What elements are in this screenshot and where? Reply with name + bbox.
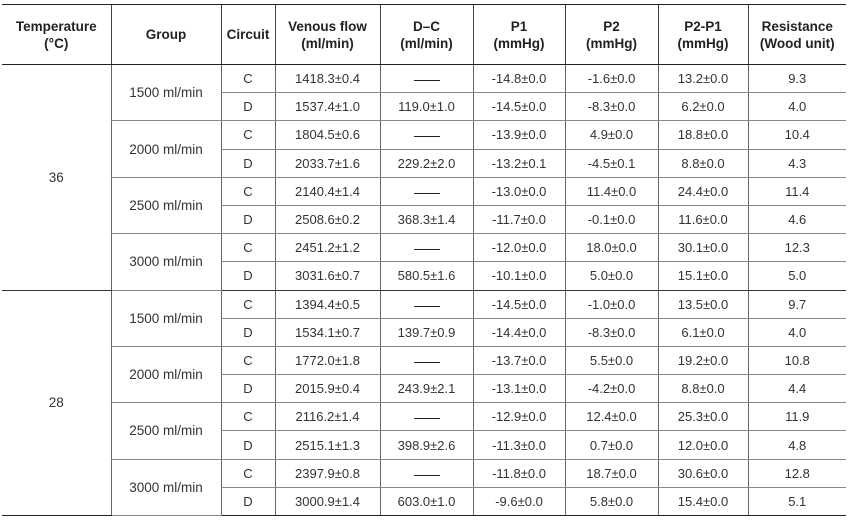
p2-p1-cell: 8.8±0.0 [658,149,748,177]
circuit-cell: C [221,121,275,149]
group-cell: 1500 ml/min [111,290,221,346]
resistance-cell: 11.9 [748,403,846,431]
venous-flow-cell: 2515.1±1.3 [275,431,380,459]
table-row [2,65,846,93]
table-row [2,346,846,374]
group-cell: 3000 ml/min [111,459,221,515]
resistance-cell: 4.6 [748,205,846,233]
temperature-cell: 28 [2,290,111,516]
group-cell: 2500 ml/min [111,403,221,459]
p1-cell: -13.2±0.1 [473,149,565,177]
circuit-cell: C [221,290,275,318]
header-circuit [221,5,275,65]
empty-dash [414,240,440,250]
circuit-cell: D [221,318,275,346]
p1-cell: -13.1±0.0 [473,375,565,403]
p2-p1-cell: 19.2±0.0 [658,346,748,374]
header-label: P1 [510,18,528,34]
d-c-cell: 580.5±1.6 [380,262,473,290]
p2-p1-cell: 18.8±0.0 [658,121,748,149]
p2-cell: 0.7±0.0 [565,431,658,459]
p2-p1-cell: 8.8±0.0 [658,375,748,403]
p1-cell: -13.0±0.0 [473,177,565,205]
p2-cell: -0.1±0.0 [565,205,658,233]
p2-cell: 5.8±0.0 [565,487,658,515]
p1-cell: -9.6±0.0 [473,487,565,515]
header-label: Resistance [761,18,833,34]
header-unit: (ml/min) [301,35,354,51]
venous-flow-cell: 2397.9±0.8 [275,459,380,487]
p1-cell: -12.9±0.0 [473,403,565,431]
circuit-cell: C [221,459,275,487]
p2-p1-cell: 11.6±0.0 [658,205,748,233]
empty-dash [414,353,440,363]
p2-cell: 12.4±0.0 [565,403,658,431]
venous-flow-cell: 2033.7±1.6 [275,149,380,177]
resistance-cell: 4.3 [748,149,846,177]
temperature-cell: 36 [2,65,111,291]
circuit-cell: D [221,93,275,121]
p2-p1-cell: 30.6±0.0 [658,459,748,487]
header-venous-flow [275,5,380,65]
circuit-cell: D [221,431,275,459]
header-p1 [473,5,565,65]
header-p2-p1 [658,5,748,65]
p2-cell: -1.0±0.0 [565,290,658,318]
p2-p1-cell: 13.5±0.0 [658,290,748,318]
header-label: Circuit [226,27,270,42]
d-c-cell [380,234,473,262]
p1-cell: -13.9±0.0 [473,121,565,149]
group-cell: 1500 ml/min [111,65,221,121]
header-temperature [2,5,111,65]
venous-flow-cell: 2451.2±1.2 [275,234,380,262]
p2-p1-cell: 15.4±0.0 [658,487,748,515]
d-c-cell: 139.7±0.9 [380,318,473,346]
p1-cell: -12.0±0.0 [473,234,565,262]
resistance-cell: 12.8 [748,459,846,487]
header-label: P2 [603,18,620,34]
d-c-cell [380,65,473,93]
header-label: Temperature [15,18,97,34]
p2-cell: -8.3±0.0 [565,318,658,346]
header-unit: (mmHg) [677,35,729,51]
venous-flow-cell: 1537.4±1.0 [275,93,380,121]
header-label: Group [145,27,187,42]
resistance-cell: 12.3 [748,234,846,262]
p2-cell: 11.4±0.0 [565,177,658,205]
resistance-cell: 10.8 [748,346,846,374]
group-cell: 2000 ml/min [111,346,221,402]
resistance-cell: 4.0 [748,318,846,346]
p2-p1-cell: 24.4±0.0 [658,177,748,205]
d-c-cell [380,346,473,374]
table-row [2,234,846,262]
header-resistance [748,5,846,65]
empty-dash [414,71,440,81]
d-c-cell [380,403,473,431]
header-unit: (Wood unit) [759,35,835,51]
table-row [2,121,846,149]
group-cell: 2500 ml/min [111,177,221,233]
resistance-cell: 9.7 [748,290,846,318]
p2-cell: 18.7±0.0 [565,459,658,487]
venous-flow-cell: 2140.4±1.4 [275,177,380,205]
header-label: Venous flow [288,18,367,34]
p2-cell: -8.3±0.0 [565,93,658,121]
d-c-cell: 368.3±1.4 [380,205,473,233]
empty-dash [414,297,440,307]
circuit-cell: D [221,205,275,233]
venous-flow-cell: 2508.6±0.2 [275,205,380,233]
group-cell: 3000 ml/min [111,234,221,290]
p2-p1-cell: 30.1±0.0 [658,234,748,262]
header-unit: (mmHg) [586,35,637,51]
d-c-cell [380,121,473,149]
resistance-cell: 5.0 [748,262,846,290]
venous-flow-cell: 1418.3±0.4 [275,65,380,93]
d-c-cell: 398.9±2.6 [380,431,473,459]
venous-flow-cell: 2116.2±1.4 [275,403,380,431]
header-group [111,5,221,65]
p2-p1-cell: 13.2±0.0 [658,65,748,93]
table-body [2,65,846,516]
venous-flow-cell: 1772.0±1.8 [275,346,380,374]
p1-cell: -14.5±0.0 [473,93,565,121]
resistance-cell: 4.0 [748,93,846,121]
table-row [2,403,846,431]
header-p2 [565,5,658,65]
circuit-cell: C [221,177,275,205]
p2-cell: 5.5±0.0 [565,346,658,374]
p1-cell: -11.7±0.0 [473,205,565,233]
header-unit: (ml/min) [400,35,453,51]
empty-dash [414,127,440,137]
group-cell: 2000 ml/min [111,121,221,177]
header-label: D–C [412,18,440,34]
p2-cell: 4.9±0.0 [565,121,658,149]
circuit-cell: C [221,234,275,262]
venous-flow-cell: 2015.9±0.4 [275,375,380,403]
p2-cell: -1.6±0.0 [565,65,658,93]
p2-cell: -4.5±0.1 [565,149,658,177]
p1-cell: -10.1±0.0 [473,262,565,290]
p1-cell: -14.8±0.0 [473,65,565,93]
header-d-c [380,5,473,65]
resistance-cell: 4.8 [748,431,846,459]
circuit-cell: C [221,65,275,93]
table-row [2,290,846,318]
header-unit: (°C) [44,35,69,51]
venous-flow-cell: 1534.1±0.7 [275,318,380,346]
d-c-cell: 229.2±2.0 [380,149,473,177]
d-c-cell [380,177,473,205]
p2-cell: 18.0±0.0 [565,234,658,262]
header-row [2,5,846,65]
resistance-cell: 5.1 [748,487,846,515]
resistance-cell: 10.4 [748,121,846,149]
circuit-cell: D [221,375,275,403]
d-c-cell [380,459,473,487]
d-c-cell: 603.0±1.0 [380,487,473,515]
p1-cell: -14.4±0.0 [473,318,565,346]
p2-p1-cell: 6.1±0.0 [658,318,748,346]
d-c-cell: 243.9±2.1 [380,375,473,403]
circuit-cell: D [221,149,275,177]
table-row [2,177,846,205]
resistance-cell: 11.4 [748,177,846,205]
p2-p1-cell: 6.2±0.0 [658,93,748,121]
table-row [2,459,846,487]
p2-p1-cell: 15.1±0.0 [658,262,748,290]
p1-cell: -11.3±0.0 [473,431,565,459]
circuit-cell: D [221,262,275,290]
p2-p1-cell: 12.0±0.0 [658,431,748,459]
p1-cell: -11.8±0.0 [473,459,565,487]
circuit-cell: D [221,487,275,515]
header-label: P2-P1 [684,18,722,34]
venous-flow-cell: 3031.6±0.7 [275,262,380,290]
empty-dash [414,184,440,194]
venous-flow-cell: 1394.4±0.5 [275,290,380,318]
header-unit: (mmHg) [493,35,545,51]
p2-p1-cell: 25.3±0.0 [658,403,748,431]
d-c-cell: 119.0±1.0 [380,93,473,121]
p2-cell: -4.2±0.0 [565,375,658,403]
p1-cell: -13.7±0.0 [473,346,565,374]
venous-flow-cell: 3000.9±1.4 [275,487,380,515]
circuit-cell: C [221,346,275,374]
p2-cell: 5.0±0.0 [565,262,658,290]
empty-dash [414,466,440,476]
data-table [2,4,846,516]
p1-cell: -14.5±0.0 [473,290,565,318]
empty-dash [414,409,440,419]
d-c-cell [380,290,473,318]
resistance-cell: 4.4 [748,375,846,403]
table-header [2,5,846,65]
venous-flow-cell: 1804.5±0.6 [275,121,380,149]
resistance-cell: 9.3 [748,65,846,93]
circuit-cell: C [221,403,275,431]
